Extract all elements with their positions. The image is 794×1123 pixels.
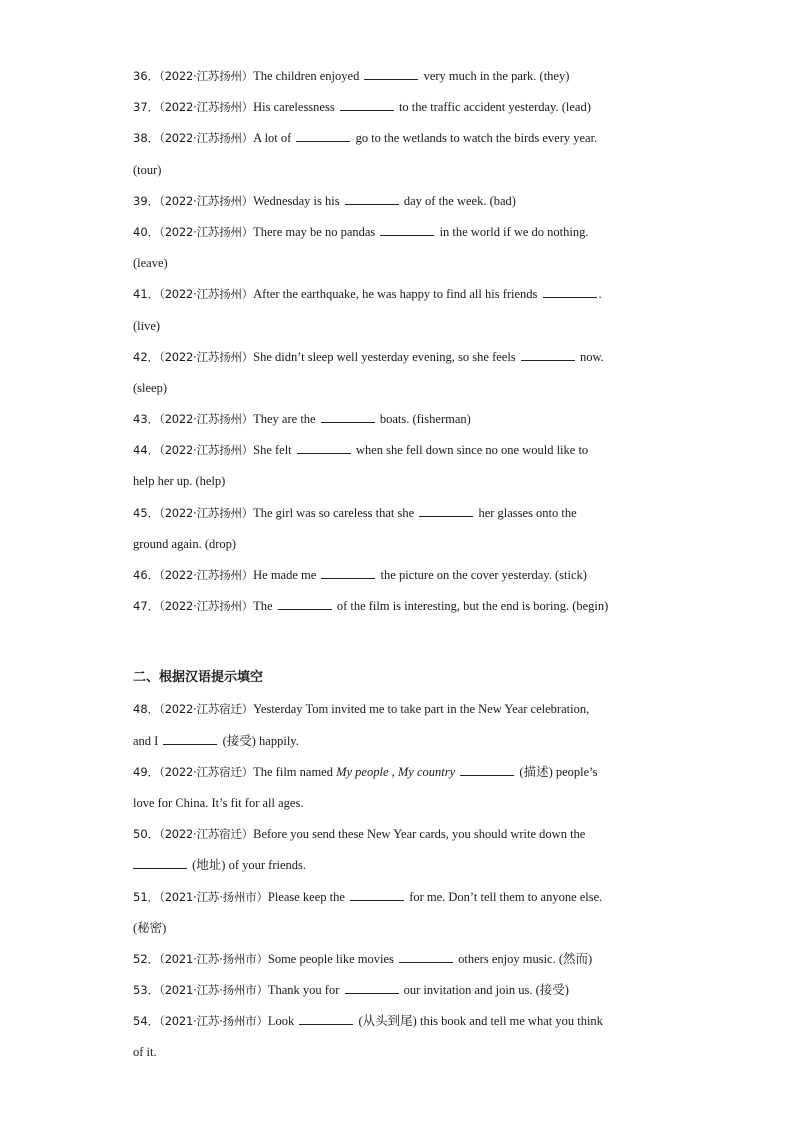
- answer-blank[interactable]: [350, 890, 404, 901]
- question-text: Please keep the: [267, 889, 345, 904]
- question-continued-line: [133, 374, 663, 405]
- question-text: Thank you for: [267, 983, 340, 998]
- question-number: 46．: [133, 568, 160, 582]
- question-text: day of the week. (bad): [403, 193, 516, 208]
- question-number: 52．: [133, 951, 160, 966]
- question-number: 48．: [133, 702, 160, 717]
- question-source: （2022·江苏扬州）: [159, 193, 254, 208]
- question-text: A lot of: [253, 131, 292, 146]
- question-text: for me. Don’t tell them to anyone else.: [409, 889, 603, 904]
- question-line: [133, 280, 663, 311]
- question-number: 38．: [133, 131, 160, 146]
- question-source: （2022·江苏扬州）: [159, 287, 254, 302]
- question-text: love for China. It’s fit for all ages.: [133, 795, 304, 810]
- question-text: our invitation and join us. (接受): [403, 983, 569, 998]
- question-49-continued: [133, 789, 663, 820]
- question-source: （2021·江苏·扬州市）: [159, 889, 268, 904]
- answer-blank[interactable]: [278, 599, 332, 610]
- question-line: [133, 405, 663, 436]
- question-text: She didn’t sleep well yesterday evening, so she feels: [253, 349, 516, 364]
- question-text: very much in the park. (they): [423, 69, 570, 83]
- question-text: (从头到尾) this book and tell me what you think: [358, 1014, 603, 1029]
- question-text: (描述) people’s: [519, 764, 598, 779]
- question-50: [133, 820, 663, 851]
- answer-blank[interactable]: [399, 952, 453, 963]
- italic-title: My country: [397, 764, 456, 779]
- question-text: (live): [133, 318, 161, 333]
- question-number: 51．: [133, 889, 160, 904]
- question-text: (leave): [133, 256, 168, 271]
- question-50-continued: [133, 851, 663, 882]
- question-text: .: [598, 287, 602, 302]
- question-text: (秘密): [133, 920, 167, 935]
- question-source: （2022·江苏宿迁）: [159, 702, 254, 717]
- answer-blank[interactable]: [321, 568, 375, 579]
- question-number: 44．: [133, 443, 160, 458]
- question-number: 37．: [133, 100, 160, 115]
- question-text: (sleep): [133, 380, 168, 395]
- answer-blank[interactable]: [543, 287, 597, 298]
- question-text: help her up. (help): [133, 474, 226, 489]
- question-continued-line: [133, 156, 663, 187]
- question-text: They are the: [253, 412, 316, 427]
- question-text: He made me: [253, 568, 317, 582]
- question-text: Yesterday Tom invited me to take part in the New Year celebration,: [253, 702, 590, 717]
- question-source: （2022·江苏扬州）: [159, 224, 254, 239]
- question-text: Look: [267, 1014, 295, 1029]
- question-line: [133, 592, 663, 623]
- question-51-continued: [133, 914, 663, 945]
- question-52: [133, 945, 663, 976]
- question-number: 50．: [133, 827, 160, 842]
- question-number: 53．: [133, 983, 160, 998]
- question-number: 43．: [133, 412, 160, 427]
- question-text: when she fell down since no one would like to: [355, 443, 589, 458]
- question-line: [133, 499, 663, 530]
- question-text: After the earthquake, he was happy to find all his friends: [253, 287, 538, 302]
- question-number: 49．: [133, 764, 160, 779]
- question-54-continued: [133, 1038, 663, 1069]
- answer-blank[interactable]: [345, 983, 399, 994]
- question-number: 42．: [133, 349, 160, 364]
- question-text: The film named: [253, 764, 333, 779]
- answer-blank[interactable]: [296, 131, 350, 142]
- question-line: [133, 62, 663, 93]
- question-continued-line: [133, 467, 663, 498]
- italic-title: My people: [336, 764, 389, 779]
- answer-blank[interactable]: [380, 225, 434, 236]
- question-source: （2022·江苏扬州）: [159, 599, 254, 614]
- title-separator: ,: [388, 764, 398, 779]
- question-text: His carelessness: [253, 100, 335, 115]
- question-text: The children enjoyed: [253, 69, 360, 83]
- section-heading: 二、根据汉语提示填空: [133, 670, 264, 686]
- question-54: [133, 1007, 663, 1038]
- question-line: [133, 436, 663, 467]
- question-source: （2022·江苏扬州）: [159, 131, 254, 146]
- answer-blank[interactable]: [419, 506, 473, 517]
- question-number: 36．: [133, 69, 160, 83]
- question-text: of the film is interesting, but the end is boring. (begin): [336, 599, 609, 614]
- answer-blank[interactable]: [340, 100, 394, 111]
- question-text: to the traffic accident yesterday. (lead): [398, 100, 591, 115]
- question-text: of it.: [133, 1045, 157, 1060]
- question-text: others enjoy music. (然而): [458, 951, 593, 966]
- question-text: Wednesday is his: [253, 193, 340, 208]
- question-number: 54．: [133, 1014, 160, 1029]
- question-source: （2022·江苏扬州）: [159, 568, 254, 582]
- question-number: 41．: [133, 287, 160, 302]
- question-source: （2022·江苏宿迁）: [159, 764, 254, 779]
- answer-blank[interactable]: [297, 443, 351, 454]
- question-text: the picture on the cover yesterday. (stick): [380, 568, 587, 582]
- question-text: Before you send these New Year cards, you should write down the: [253, 827, 586, 842]
- question-text: There may be no pandas: [253, 224, 376, 239]
- answer-blank[interactable]: [299, 1014, 353, 1025]
- question-text: ground again. (drop): [133, 536, 237, 551]
- question-text: Some people like movies: [267, 951, 394, 966]
- question-text: in the world if we do nothing.: [439, 224, 589, 239]
- question-48: [133, 695, 663, 726]
- question-49: [133, 758, 663, 789]
- question-text: (接受) happily.: [222, 733, 299, 748]
- answer-blank[interactable]: [163, 734, 217, 745]
- question-number: 40．: [133, 224, 160, 239]
- answer-blank[interactable]: [364, 69, 418, 80]
- answer-blank[interactable]: [521, 350, 575, 361]
- question-source: （2022·江苏宿迁）: [159, 827, 254, 842]
- question-text: and I: [133, 733, 159, 748]
- question-line: [133, 124, 663, 155]
- question-51: [133, 883, 663, 914]
- question-text: (tour): [133, 162, 162, 177]
- question-text: her glasses onto the: [478, 505, 577, 520]
- answer-blank[interactable]: [345, 194, 399, 205]
- question-continued-line: [133, 312, 663, 343]
- question-source: （2022·江苏扬州）: [159, 412, 254, 427]
- question-source: （2022·江苏扬州）: [159, 69, 254, 83]
- question-line: [133, 218, 663, 249]
- question-text: (地址) of your friends.: [192, 858, 306, 873]
- question-line: [133, 187, 663, 218]
- question-53: [133, 976, 663, 1007]
- question-source: （2021·江苏·扬州市）: [159, 983, 268, 998]
- question-source: （2021·江苏·扬州市）: [159, 951, 268, 966]
- question-number: 45．: [133, 505, 160, 520]
- question-text: boats. (fisherman): [379, 412, 471, 427]
- answer-blank[interactable]: [321, 412, 375, 423]
- question-source: （2022·江苏扬州）: [159, 349, 254, 364]
- question-number: 39．: [133, 193, 160, 208]
- question-continued-line: [133, 249, 663, 280]
- question-text: now.: [579, 349, 604, 364]
- question-source: （2022·江苏扬州）: [159, 443, 254, 458]
- question-text: She felt: [253, 443, 292, 458]
- part1-questions: [133, 62, 663, 623]
- question-line: [133, 561, 663, 592]
- question-continued-line: [133, 530, 663, 561]
- question-line: [133, 93, 663, 124]
- question-source: （2022·江苏扬州）: [159, 505, 254, 520]
- question-text: The girl was so careless that she: [253, 505, 415, 520]
- answer-blank[interactable]: [460, 765, 514, 776]
- question-text: go to the wetlands to watch the birds every year.: [355, 131, 598, 146]
- question-text: The: [253, 599, 273, 614]
- question-source: （2022·江苏扬州）: [159, 100, 254, 115]
- answer-blank[interactable]: [133, 858, 187, 869]
- question-source: （2021·江苏·扬州市）: [159, 1014, 268, 1029]
- exercise-page: [133, 62, 663, 1070]
- question-line: [133, 343, 663, 374]
- question-number: 47．: [133, 599, 160, 614]
- question-48-continued: [133, 727, 663, 758]
